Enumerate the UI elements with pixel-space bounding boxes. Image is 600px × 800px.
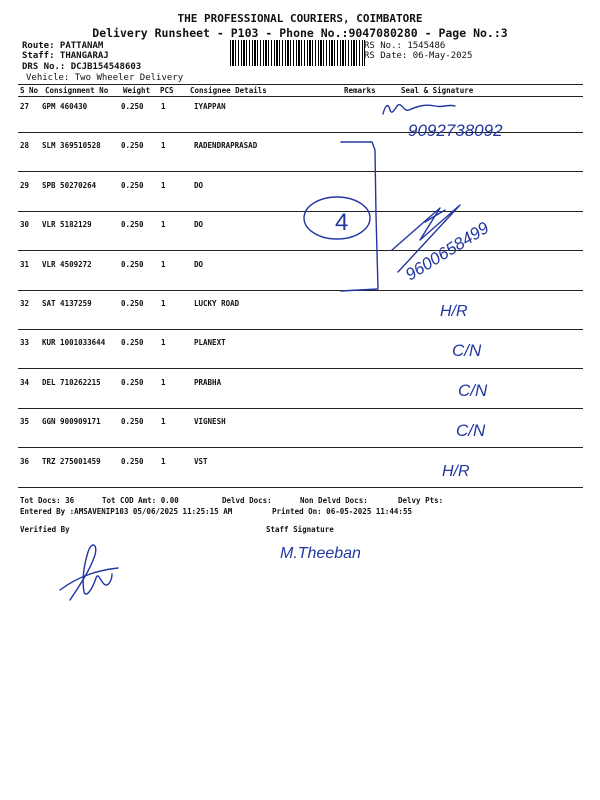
staff-signature-mark: M.Theeban [280, 545, 361, 562]
row-consignee: VIGNESH [194, 417, 226, 426]
row-consignee: PLANEXT [194, 338, 226, 347]
row-sno: 36 [20, 457, 30, 466]
row-weight: 0.250 [121, 141, 144, 150]
bulk-phone: 9600658499 [402, 218, 493, 285]
vehicle-label: Vehicle: Two Wheeler Delivery [26, 73, 184, 83]
row-consignee: DO [194, 220, 204, 229]
row35-remark: C/N [456, 421, 486, 440]
row-weight: 0.250 [121, 181, 144, 190]
row-consignment: SAT 4137259 [42, 299, 92, 308]
row-sno: 33 [20, 338, 30, 347]
row-pcs: 1 [161, 260, 166, 269]
row-consignment: SLM 369510528 [42, 141, 101, 150]
staff-label: Staff: THANGARAJ [22, 51, 109, 61]
row-sno: 28 [20, 141, 30, 150]
total-docs: Tot Docs: 36 [20, 496, 75, 505]
col-remarks: Remarks [344, 86, 376, 95]
row-pcs: 1 [161, 102, 166, 111]
row-weight: 0.250 [121, 417, 144, 426]
row-weight: 0.250 [121, 220, 144, 229]
row-consignment: VLR 5182129 [42, 220, 92, 229]
row-consignment: GGN 900909171 [42, 417, 101, 426]
col-weight: Weight [123, 86, 151, 95]
col-pcs: PCS [160, 86, 174, 95]
entered-by: Entered By :AMSAVENIP103 05/06/2025 11:25:15 AM [20, 507, 233, 516]
row36-remark: H/R [442, 463, 470, 480]
row34-remark: C/N [458, 381, 488, 400]
row-sno: 29 [20, 181, 30, 190]
row-weight: 0.250 [121, 299, 144, 308]
row-sno: 34 [20, 378, 30, 387]
row-sno: 35 [20, 417, 30, 426]
printed-on: Printed On: 06-05-2025 11:44:55 [272, 507, 412, 516]
row-weight: 0.250 [121, 102, 144, 111]
runsheet-subtitle: Delivery Runsheet - P103 - Phone No.:9047080280 - Page No.:3 [92, 26, 508, 40]
row27-phone: 9092738092 [408, 121, 503, 140]
row-consignment: KUR 1001033644 [42, 338, 106, 347]
col-consignment: Consignment No [45, 86, 109, 95]
row-pcs: 1 [161, 220, 166, 229]
col-sno: S No [20, 86, 39, 95]
row-consignment: TRZ 275001459 [42, 457, 101, 466]
row-pcs: 1 [161, 457, 166, 466]
verified-by-label: Verified By [20, 525, 70, 534]
row-consignment: SPB 50270264 [42, 181, 97, 190]
row-consignee: LUCKY ROAD [194, 299, 240, 308]
row-consignee: PRABHA [194, 378, 222, 387]
row-sno: 32 [20, 299, 30, 308]
row-pcs: 1 [161, 378, 166, 387]
rs-date: RS Date: 06-May-2025 [364, 51, 473, 61]
row-consignee: VST [194, 457, 208, 466]
total-cod: Tot COD Amt: 0.00 [102, 496, 179, 505]
row-pcs: 1 [161, 299, 166, 308]
delivery-points: Delvy Pts: [398, 496, 444, 505]
row-pcs: 1 [161, 338, 166, 347]
delivered-docs: Delvd Docs: [222, 496, 272, 505]
non-delivered-docs: Non Delvd Docs: [300, 496, 368, 505]
route-label: Route: PATTANAM [22, 41, 104, 51]
row-sno: 30 [20, 220, 30, 229]
rs-number: RS No.: 1545486 [364, 41, 446, 51]
col-consignee: Consignee Details [190, 86, 267, 95]
row-weight: 0.250 [121, 260, 144, 269]
row-sno: 31 [20, 260, 30, 269]
row-consignee: RADENDRAPRASAD [194, 141, 258, 150]
row-consignment: VLR 4509272 [42, 260, 92, 269]
col-seal-signature: Seal & Signature [401, 86, 474, 95]
row27-signature [383, 105, 455, 114]
row-consignee: IYAPPAN [194, 102, 226, 111]
circled-number: 4 [335, 209, 349, 236]
row-weight: 0.250 [121, 378, 144, 387]
row-consignee: DO [194, 181, 204, 190]
row-weight: 0.250 [121, 338, 144, 347]
row-consignee: DO [194, 260, 204, 269]
row32-remark: H/R [440, 303, 468, 320]
row-weight: 0.250 [121, 457, 144, 466]
verified-by-signature [70, 545, 112, 600]
row33-remark: C/N [452, 341, 482, 360]
row-sno: 27 [20, 102, 30, 111]
row-consignment: GPM 460430 [42, 102, 88, 111]
drs-number: DRS No.: DCJB154548603 [22, 62, 142, 72]
company-title: THE PROFESSIONAL COURIERS, COIMBATORE [177, 12, 423, 25]
staff-signature-label: Staff Signature [266, 525, 334, 534]
row-consignment: DEL 710262215 [42, 378, 101, 387]
row-pcs: 1 [161, 181, 166, 190]
row-pcs: 1 [161, 141, 166, 150]
row-pcs: 1 [161, 417, 166, 426]
